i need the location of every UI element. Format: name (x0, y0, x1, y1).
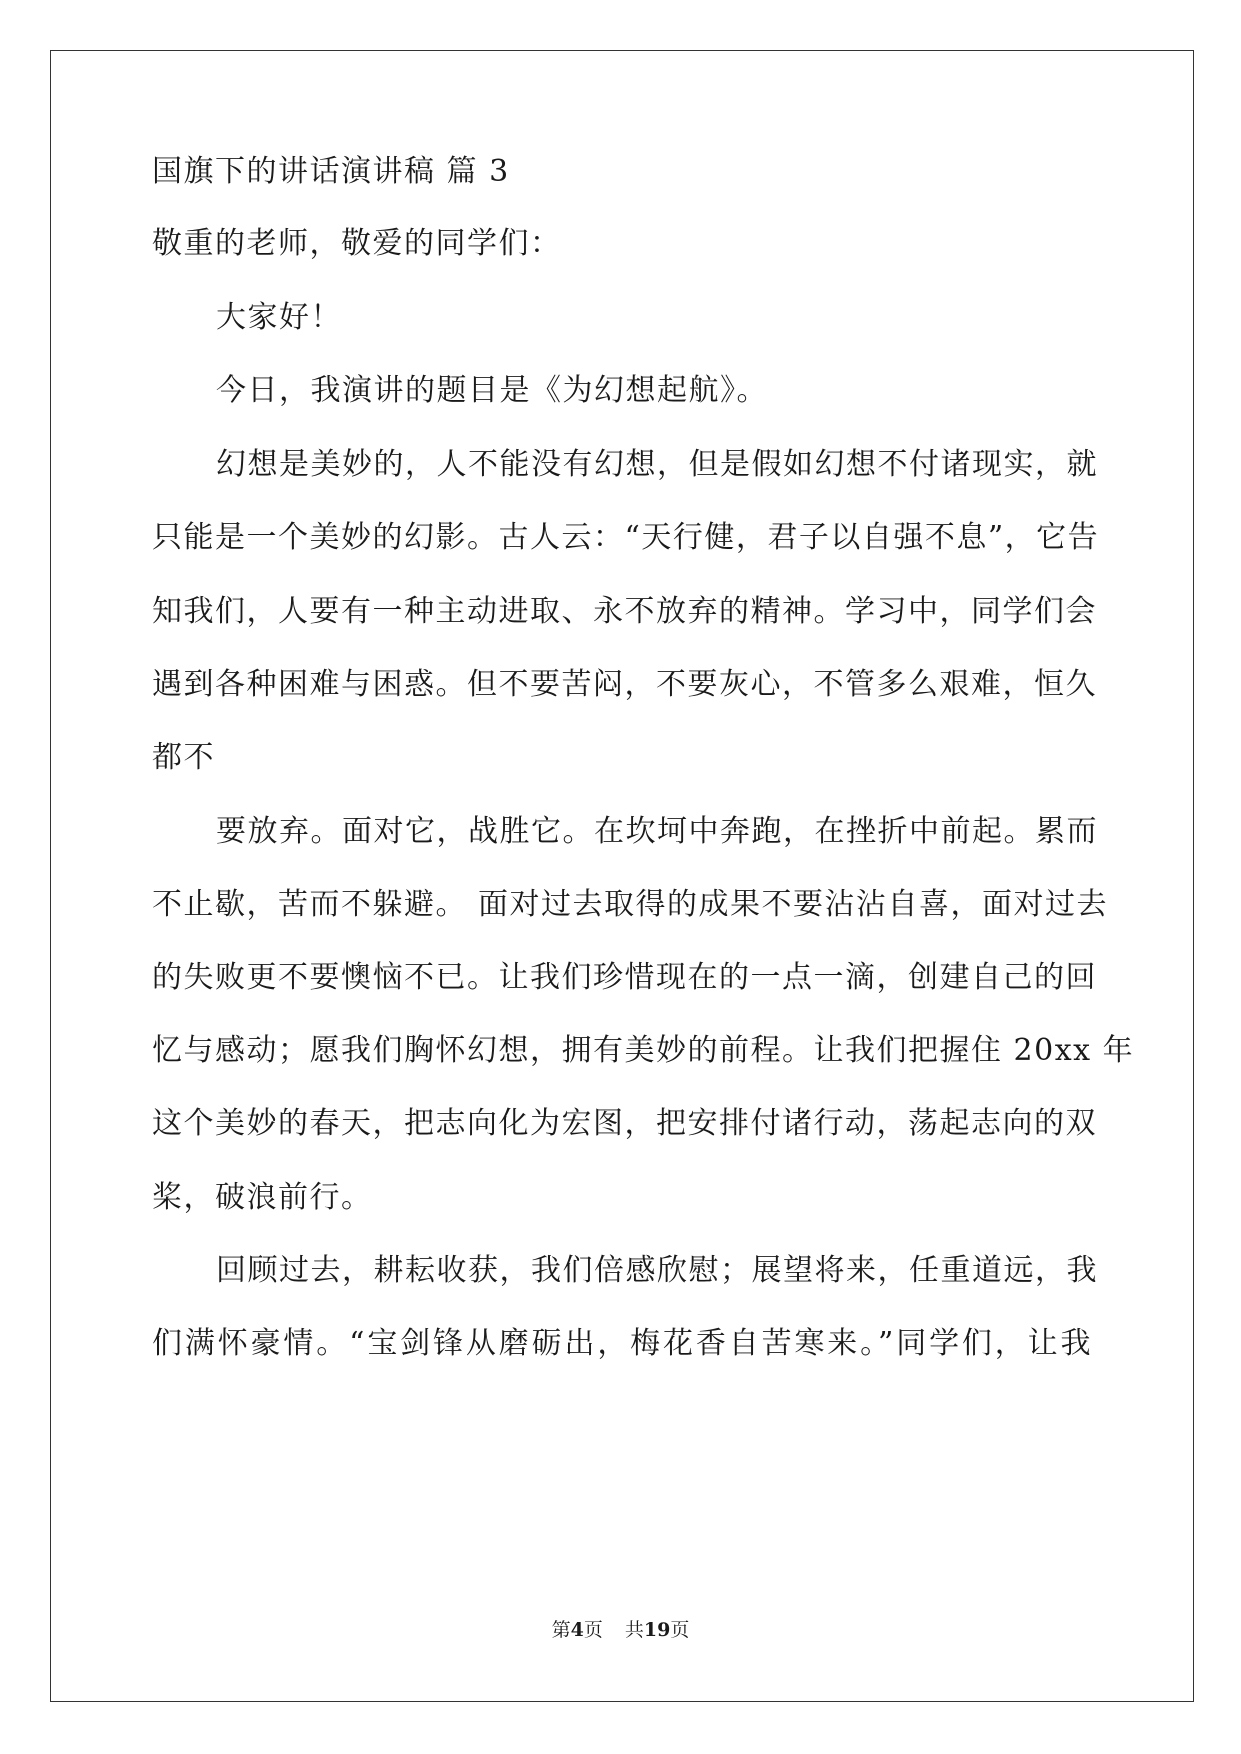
current-page-number: 4 (570, 1619, 584, 1641)
salutation: 敬重的老师，敬爱的同学们： (152, 226, 562, 261)
para3-line2: 们满怀豪情。“宝剑锋从磨砺出，梅花香自苦寒来。”同学们，让我 (152, 1326, 1092, 1361)
para2-line4: 忆与感动；愿我们胸怀幻想，拥有美妙的前程。让我们把握住 20xx 年 (152, 1033, 1135, 1068)
topic-line: 今日，我演讲的题目是《为幻想起航》。 (216, 373, 768, 408)
page-prefix: 第 (551, 1619, 571, 1641)
para1-line2: 只能是一个美妙的幻影。古人云：“天行健，君子以自强不息”，它告 (152, 520, 1100, 555)
document-heading: 国旗下的讲话演讲稿 篇 3 (152, 154, 510, 189)
para1-line5: 都不 (152, 740, 215, 775)
para2-line3: 的失败更不要懊恼不已。让我们珍惜现在的一点一滴，创建自己的回 (152, 960, 1097, 995)
para2-line5: 这个美妙的春天，把志向化为宏图，把安排付诸行动，荡起志向的双 (152, 1106, 1097, 1141)
total-prefix: 共 (624, 1619, 644, 1641)
para3-line1: 回顾过去，耕耘收获，我们倍感欣慰；展望将来，任重道远，我 (216, 1253, 1098, 1288)
para2-line2: 不止歇，苦而不躲避。 面对过去取得的成果不要沾沾自喜，面对过去 (152, 887, 1109, 922)
para1-line3: 知我们，人要有一种主动进取、永不放弃的精神。学习中，同学们会 (152, 594, 1097, 629)
page-footer (0, 1615, 1241, 1642)
para2-line6: 桨，破浪前行。 (152, 1180, 373, 1215)
page-suffix: 页 (583, 1619, 603, 1641)
para2-line1: 要放弃。面对它，战胜它。在坎坷中奔跑，在挫折中前起。累而 (216, 814, 1098, 849)
para1-line1: 幻想是美妙的，人不能没有幻想，但是假如幻想不付诸现实，就 (216, 447, 1098, 482)
greeting: 大家好！ (216, 300, 342, 335)
total-suffix: 页 (670, 1619, 690, 1641)
para1-line4: 遇到各种困难与困惑。但不要苦闷，不要灰心，不管多么艰难，恒久 (152, 667, 1097, 702)
total-page-count: 19 (643, 1619, 671, 1641)
